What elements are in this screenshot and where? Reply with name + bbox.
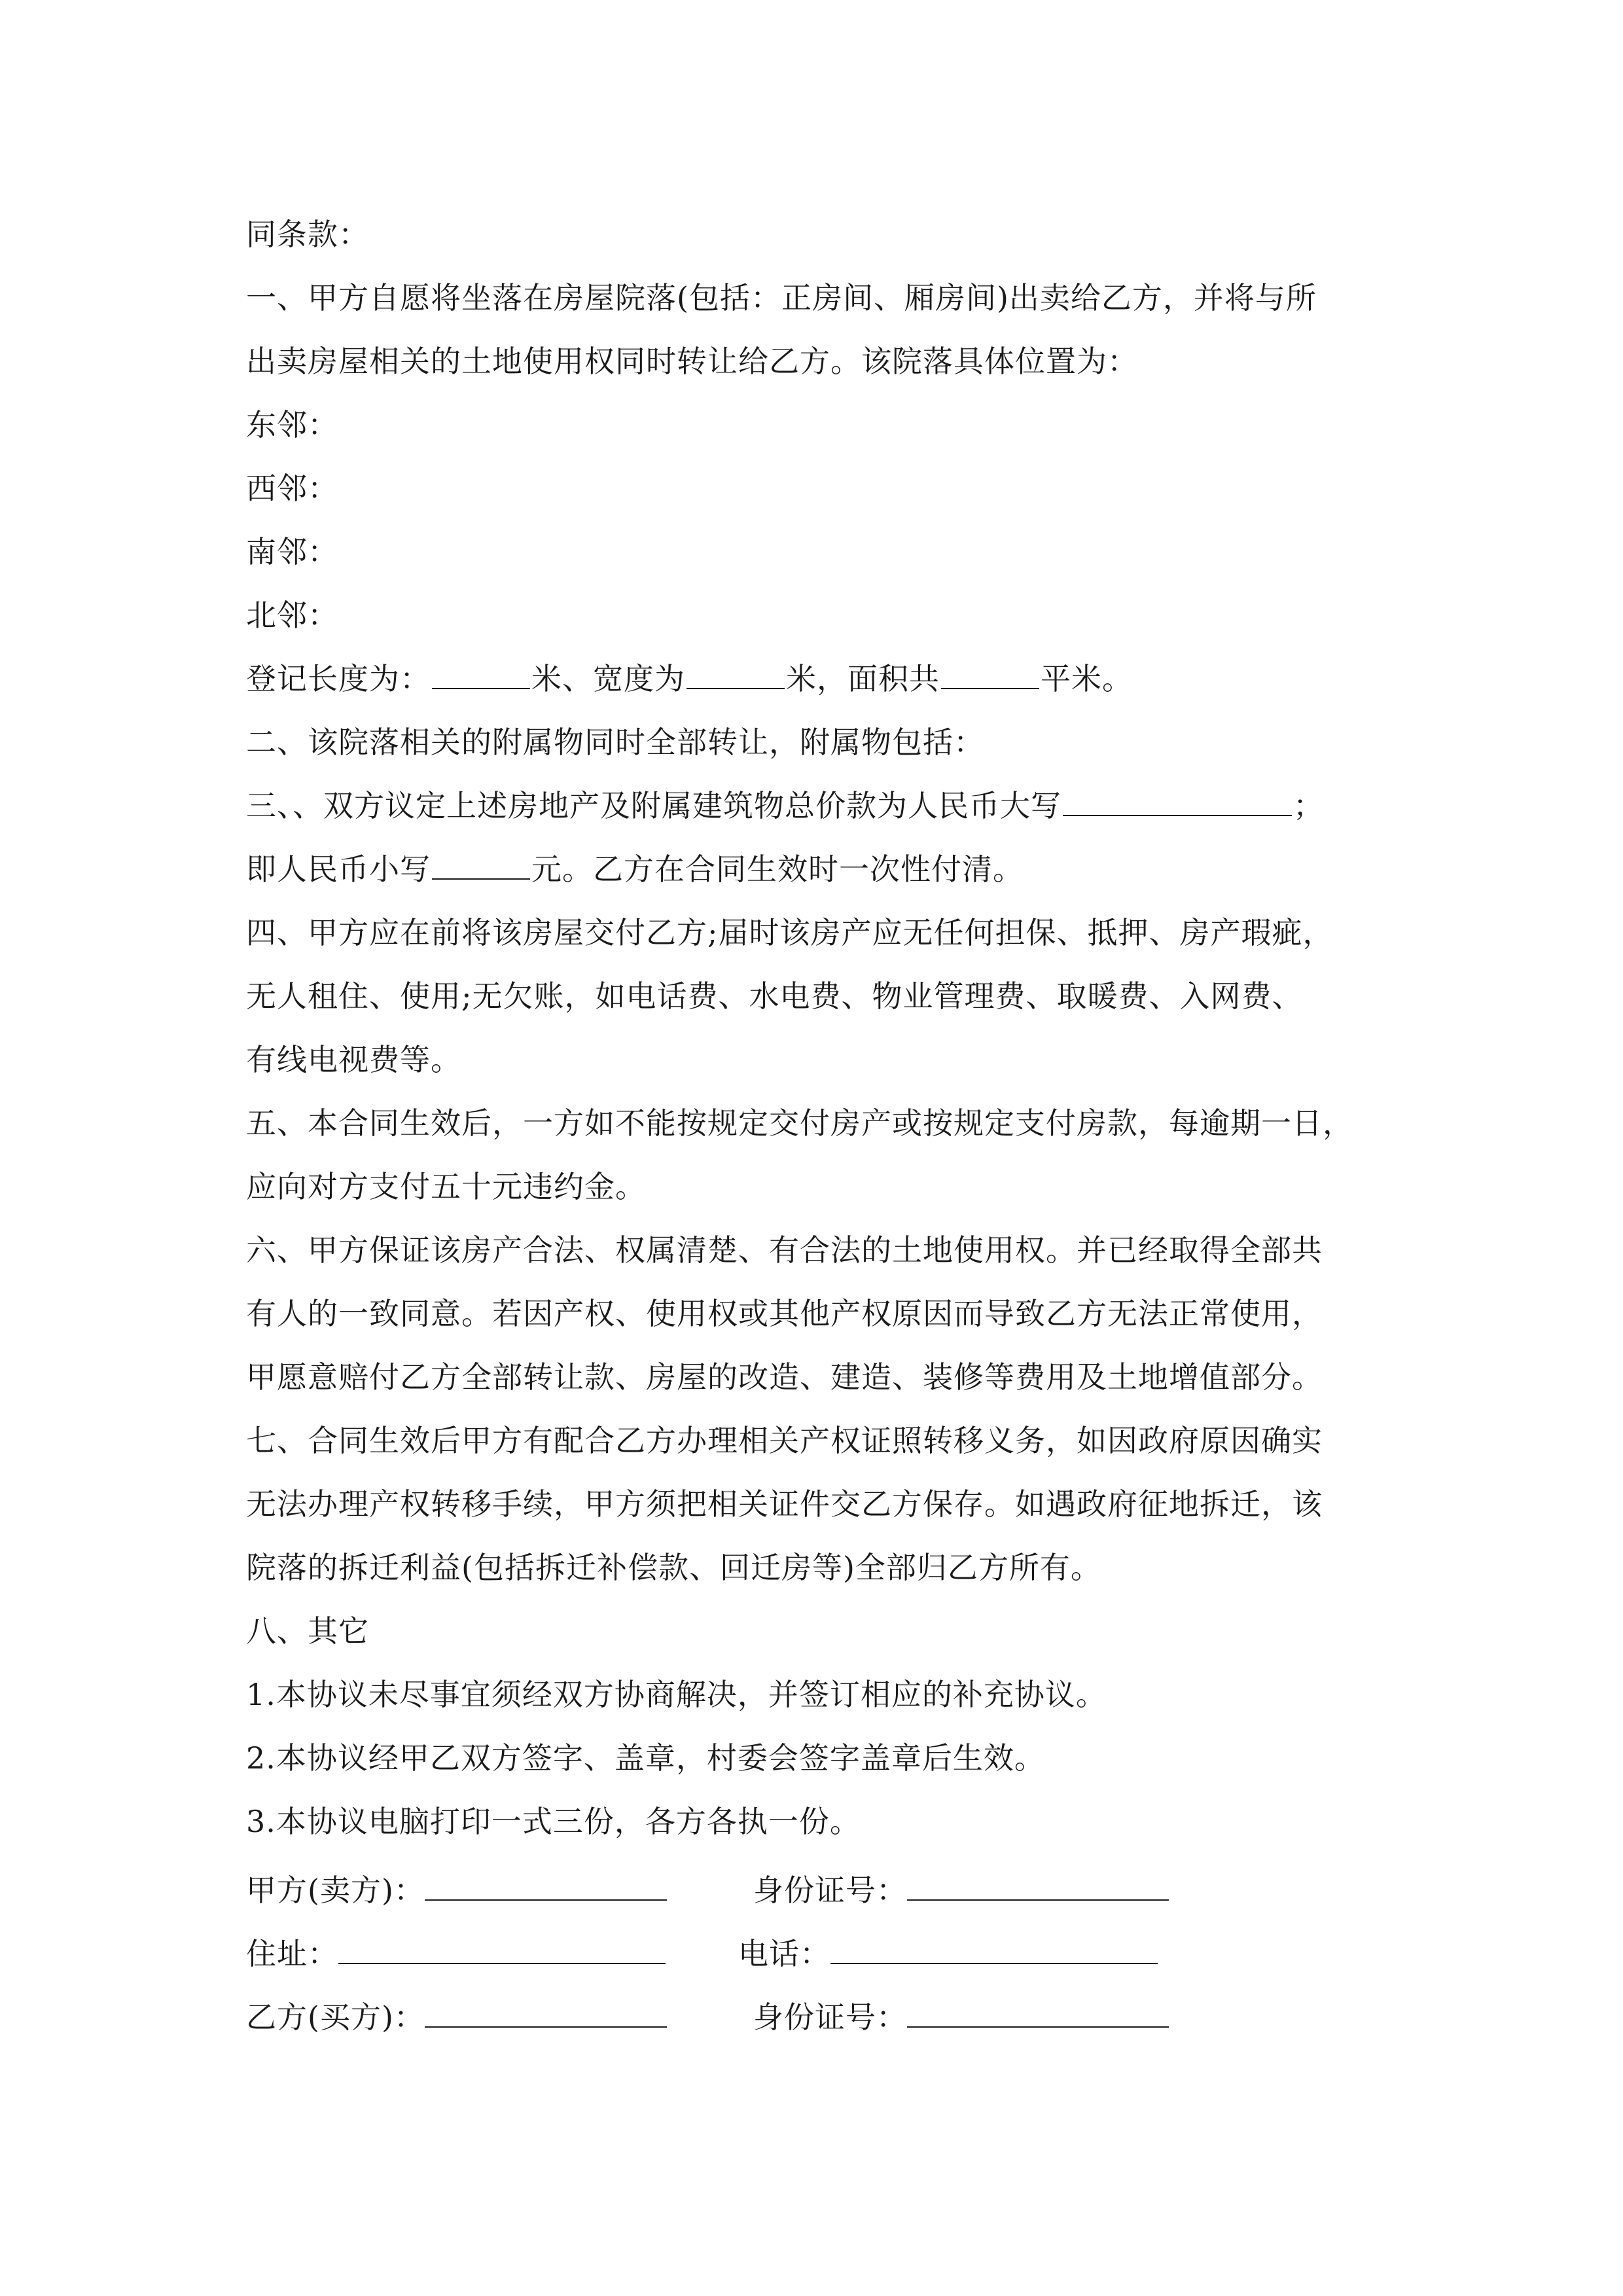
text-segment: 米、宽度为 — [531, 661, 685, 696]
text-segment: ； — [1293, 788, 1324, 823]
seller-id-blank — [907, 1873, 1169, 1901]
text-segment: 西邻： — [246, 471, 338, 506]
text-segment: 二、该院落相关的附属物同时全部转让，附属物包括： — [246, 725, 984, 760]
text-segment: 有线电视费等。 — [246, 1042, 461, 1077]
phone-field — [738, 1922, 1158, 1986]
address-label: 住址： — [246, 1936, 338, 1971]
text-segment: 四、甲方应在前将该房屋交付乙方;届时该房产应无任何担保、抵押、房产瑕疵， — [246, 915, 1334, 950]
text-line — [246, 901, 1398, 965]
text-segment: 有人的一致同意。若因产权、使用权或其他产权原因而导致乙方无法正常使用， — [246, 1296, 1323, 1331]
seller-label: 甲方(卖方)： — [246, 1873, 425, 1908]
text-line — [246, 1092, 1398, 1155]
text-line — [246, 1536, 1398, 1600]
text-segment: 无人租住、使用;无欠账，如电话费、水电费、物业管理费、取暖费、入网费、 — [246, 978, 1303, 1014]
text-line — [246, 330, 1398, 393]
fill-in-blank — [1063, 789, 1292, 816]
text-segment: 2.本协议经甲乙双方签字、盖章，村委会签字盖章后生效。 — [246, 1740, 1045, 1776]
text-line — [246, 774, 1398, 838]
address-field — [246, 1922, 666, 1986]
address-blank — [338, 1937, 666, 1964]
text-segment: 甲愿意赔付乙方全部转让款、房屋的改造、建造、装修等费用及土地增值部分。 — [246, 1359, 1323, 1395]
text-segment: 北邻： — [246, 598, 338, 633]
text-segment: 无法办理产权转移手续，甲方须把相关证件交乙方保存。如遇政府征地拆迁，该 — [246, 1486, 1323, 1522]
text-segment: 元。乙方在合同生效时一次性付清。 — [531, 852, 1024, 887]
text-segment: 院落的拆迁利益(包括拆迁补偿款、回迁房等)全部归乙方所有。 — [246, 1550, 1101, 1585]
text-line — [246, 1727, 1398, 1790]
text-line — [246, 965, 1398, 1028]
text-segment: 同条款： — [246, 217, 369, 252]
fill-in-blank — [432, 662, 530, 689]
buyer-blank — [425, 2000, 667, 2028]
signature-row-seller — [246, 1859, 1398, 1922]
text-line — [246, 520, 1398, 584]
seller-id-label: 身份证号： — [753, 1873, 907, 1908]
phone-label: 电话： — [738, 1936, 830, 1971]
buyer-field — [246, 1986, 667, 2049]
text-segment: 一、甲方自愿将坐落在房屋院落(包括：正房间、厢房间)出卖给乙方，并将与所 — [246, 280, 1317, 315]
text-segment: 登记长度为： — [246, 661, 431, 696]
text-segment: 五、本合同生效后，一方如不能按规定交付房产或按规定支付房款，每逾期一日， — [246, 1105, 1353, 1141]
text-line — [246, 393, 1398, 457]
text-segment: 平米。 — [1041, 661, 1133, 696]
text-line — [246, 203, 1398, 266]
text-line — [246, 1282, 1398, 1346]
text-line — [246, 1155, 1398, 1219]
text-line — [246, 1663, 1398, 1727]
fill-in-blank — [432, 852, 530, 880]
text-segment: 六、甲方保证该房产合法、权属清楚、有合法的土地使用权。并已经取得全部共 — [246, 1232, 1323, 1268]
text-line — [246, 647, 1398, 711]
signature-row-address — [246, 1922, 1398, 1986]
text-line — [246, 1346, 1398, 1409]
text-segment: 七、合同生效后甲方有配合乙方办理相关产权证照转移义务，如因政府原因确实 — [246, 1423, 1323, 1458]
buyer-id-label: 身份证号： — [753, 2000, 907, 2035]
text-line — [246, 584, 1398, 647]
text-segment: 出卖房屋相关的土地使用权同时转让给乙方。该院落具体位置为： — [246, 344, 1138, 379]
text-segment: 应向对方支付五十元违约金。 — [246, 1169, 646, 1204]
text-segment: 即人民币小写 — [246, 852, 431, 887]
fill-in-blank — [941, 662, 1039, 689]
buyer-label: 乙方(买方)： — [246, 2000, 425, 2035]
seller-id-field — [753, 1859, 1169, 1922]
phone-blank — [830, 1937, 1158, 1964]
text-line — [246, 711, 1398, 774]
signature-section — [246, 1859, 1398, 2049]
text-line — [246, 1473, 1398, 1536]
text-segment: 米，面积共 — [786, 661, 940, 696]
seller-blank — [425, 1873, 667, 1901]
text-line — [246, 266, 1398, 330]
text-line — [246, 1790, 1398, 1854]
text-segment: 南邻： — [246, 534, 338, 569]
text-segment: 1.本协议未尽事宜须经双方协商解决，并签订相应的补充协议。 — [246, 1677, 1107, 1712]
text-line — [246, 1219, 1398, 1282]
fill-in-blank — [687, 662, 785, 689]
contract-body — [246, 203, 1398, 1854]
text-segment: 3.本协议电脑打印一式三份，各方各执一份。 — [246, 1804, 861, 1839]
text-segment: 三、、双方议定上述房地产及附属建筑物总价款为人民币大写 — [246, 788, 1061, 823]
seller-field — [246, 1859, 667, 1922]
signature-row-buyer — [246, 1986, 1398, 2049]
buyer-id-field — [753, 1986, 1169, 2049]
text-segment: 八、其它 — [246, 1613, 369, 1649]
text-line — [246, 457, 1398, 520]
text-line — [246, 838, 1398, 901]
text-line — [246, 1409, 1398, 1473]
buyer-id-blank — [907, 2000, 1169, 2028]
text-segment: 东邻： — [246, 407, 338, 442]
text-line — [246, 1028, 1398, 1092]
text-line — [246, 1600, 1398, 1663]
